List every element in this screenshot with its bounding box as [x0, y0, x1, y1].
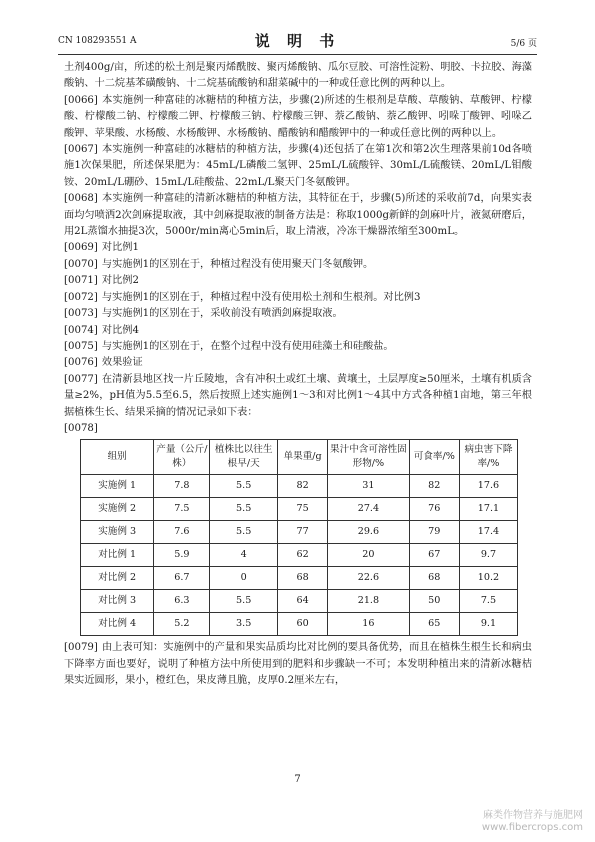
paragraph-number: [0077] — [64, 373, 98, 385]
paragraph: [0070] 与实施例1的区别在于，种植过程没有使用聚天门冬氨酸钾。 — [64, 257, 532, 273]
table-cell: 82 — [409, 475, 459, 498]
table-cell: 5.5 — [210, 475, 278, 498]
table-cell: 7.6 — [154, 521, 210, 544]
table-cell: 5.5 — [210, 498, 278, 521]
page-indicator: 5/6 页 — [510, 39, 537, 49]
table-cell: 64 — [278, 590, 328, 613]
table-cell: 0 — [210, 567, 278, 590]
table-row — [81, 590, 518, 613]
table-cell: 79 — [409, 521, 459, 544]
table-row — [81, 475, 518, 498]
table-cell: 对比例 3 — [81, 590, 154, 613]
table-cell: 75 — [278, 498, 328, 521]
paragraph-number: [0068] — [64, 193, 98, 205]
paragraph: [0072] 与实施例1的区别在于，种植过程中没有使用松土剂和生根剂。对比例3 — [64, 290, 532, 306]
table-cell: 68 — [409, 567, 459, 590]
paragraph: [0074] 对比例4 — [64, 323, 532, 339]
table-cell: 68 — [278, 567, 328, 590]
document-title: 说 明 书 — [254, 32, 341, 50]
results-table — [80, 439, 518, 636]
paragraph-number: [0070] — [64, 258, 98, 270]
header-divider — [58, 54, 537, 55]
table-cell: 17.4 — [459, 521, 517, 544]
table-cell: 50 — [409, 590, 459, 613]
column-header: 果汁中含可溶性固形物/% — [328, 440, 409, 475]
table-cell: 17.6 — [459, 475, 517, 498]
paragraph: [0069] 对比例1 — [64, 240, 532, 256]
table-cell: 31 — [328, 475, 409, 498]
table-cell: 77 — [278, 521, 328, 544]
paragraph: [0071] 对比例2 — [64, 273, 532, 289]
column-header: 病虫害下降率/% — [459, 440, 517, 475]
page-number: 7 — [294, 774, 301, 785]
table-row — [81, 567, 518, 590]
table-cell: 16 — [328, 613, 409, 636]
table-cell: 20 — [328, 544, 409, 567]
table-cell: 5.9 — [154, 544, 210, 567]
paragraph-number: [0076] — [64, 357, 98, 369]
table-cell: 对比例 4 — [81, 613, 154, 636]
column-header: 植株比以往生根早/天 — [210, 440, 278, 475]
table-row — [81, 521, 518, 544]
results-table-wrapper — [80, 439, 532, 636]
table-row — [81, 613, 518, 636]
watermark-line: 麻类作物营养与施肥网 — [483, 810, 583, 821]
document-body — [64, 60, 532, 690]
table-cell: 实施例 3 — [81, 521, 154, 544]
paragraph: [0079] 由上表可知：实施例中的产量和果实品质均比对比例的要具备优势，而且在植株生根生长和病虫下降率方面也要好，说明了种植方法中所使用到的肥料和步骤缺一不可；本发明种植出来的清新冰糖桔果实近圆形，果小，橙红色，果皮薄且脆，皮厚0.2厘米左右， — [64, 642, 532, 687]
table-header-row — [81, 440, 518, 475]
table-cell: 22.6 — [328, 567, 409, 590]
paragraph: [0066] 本实施例一种富硅的冰糖桔的种植方法，步骤(2)所述的生根剂是草酸、草酸钠、草酸钾、柠檬酸、柠檬酸二钠、柠檬酸二钾、柠檬酸三钠、柠檬酸三钾、萘乙酸钠、萘乙酸钾、吲哚丁酸钾、吲哚乙酸钾、苹果酸、水杨酸、水杨酸钾、水杨酸钠、醋酸钠和醋酸钾中的一种或任意比例的两种以上。 — [64, 94, 532, 139]
paragraph-number: [0071] — [64, 275, 98, 287]
paragraph-number: [0078] — [64, 422, 98, 434]
paragraph: [0068] 本实施例一种富硅的清新冰糖桔的种植方法，其特征在于，步骤(5)所述的采收前7d，向果实表面均匀喷洒2次剑麻提取液，其中剑麻提取液的制备方法是：称取1000g新鲜的剑麻叶片，液氮研磨后，用2L蒸馏水抽提3次，5000r/min离心5min后，取上清液，冷冻干燥器浓缩至300mL。 — [64, 193, 532, 238]
table-cell: 9.1 — [459, 613, 517, 636]
table-cell: 17.1 — [459, 498, 517, 521]
table-cell: 6.7 — [154, 567, 210, 590]
table-cell: 60 — [278, 613, 328, 636]
table-cell: 7.8 — [154, 475, 210, 498]
table-cell: 62 — [278, 544, 328, 567]
paragraph-number: [0072] — [64, 291, 98, 303]
watermark — [482, 810, 583, 834]
table-cell: 实施例 1 — [81, 475, 154, 498]
patent-number: CN 108293551 A — [58, 36, 137, 46]
paragraph-number: [0075] — [64, 340, 98, 352]
paragraph: [0075] 与实施例1的区别在于，在整个过程中没有使用硅藻土和硅酸盐。 — [64, 339, 532, 355]
table-cell: 5.5 — [210, 590, 278, 613]
table-cell: 实施例 2 — [81, 498, 154, 521]
table-cell: 6.3 — [154, 590, 210, 613]
table-row — [81, 544, 518, 567]
table-cell: 27.4 — [328, 498, 409, 521]
table-cell: 对比例 2 — [81, 567, 154, 590]
table-cell: 7.5 — [459, 590, 517, 613]
paragraph-number: [0073] — [64, 308, 98, 320]
watermark-url: www.fibercrops.com — [481, 822, 583, 833]
column-header: 组别 — [81, 440, 154, 475]
paragraph: [0076] 效果验证 — [64, 355, 532, 371]
table-cell: 对比例 1 — [81, 544, 154, 567]
paragraph-number: [0067] — [64, 144, 98, 156]
table-cell: 5.2 — [154, 613, 210, 636]
table-cell: 4 — [210, 544, 278, 567]
page-header — [58, 30, 537, 50]
paragraph — [64, 421, 532, 437]
column-header: 产量（公斤/株） — [154, 440, 210, 475]
column-header: 单果重/g — [278, 440, 328, 475]
column-header: 可食率/% — [409, 440, 459, 475]
table-cell: 82 — [278, 475, 328, 498]
paragraph: 土剂400g/亩，所述的松土剂是聚丙烯酰胺、聚丙烯酸钠、瓜尔豆胶、可溶性淀粉、明胶、卡拉胶、海藻酸钠、十二烷基苯磺酸钠、十二烷基硫酸钠和甜菜碱中的一种或任意比例的两种以上。 — [64, 62, 532, 90]
paragraph-number: [0079] — [64, 642, 98, 654]
paragraph: [0077] 在清新县地区找一片丘陵地，含有冲积土或红土壤、黄壤土，土层厚度≥50厘米，土壤有机质含量≥2%，pH值为5.5至6.5，然后按照上述实施例1～3和对比例1～4其中方式各种植1亩地，第三年根据植株生长、结果采摘的情况记录如下表： — [64, 373, 532, 418]
table-cell: 10.2 — [459, 567, 517, 590]
table-row — [81, 498, 518, 521]
table-cell: 5.5 — [210, 521, 278, 544]
paragraph-number: [0066] — [64, 94, 98, 106]
table-cell: 76 — [409, 498, 459, 521]
table-cell: 29.6 — [328, 521, 409, 544]
paragraph-number: [0074] — [64, 324, 98, 336]
table-cell: 21.8 — [328, 590, 409, 613]
table-cell: 67 — [409, 544, 459, 567]
table-cell: 9.7 — [459, 544, 517, 567]
table-cell: 65 — [409, 613, 459, 636]
table-cell: 7.5 — [154, 498, 210, 521]
paragraph-number: [0069] — [64, 242, 98, 254]
table-cell: 3.5 — [210, 613, 278, 636]
paragraph: [0073] 与实施例1的区别在于，采收前没有喷洒剑麻提取液。 — [64, 306, 532, 322]
paragraph: [0067] 本实施例一种富硅的冰糖桔的种植方法，步骤(4)还包括了在第1次和第2次生理落果前10d各喷施1次保果肥，所述保果肥为：45mL/L磷酸二氢钾、25mL/L硫酸锌、30mL/L硫酸镁、20mL/L钼酸铵、20mL/L硼砂、15mL/L硅酸盐、22mL/L聚天门冬氨酸钾。 — [64, 144, 532, 188]
